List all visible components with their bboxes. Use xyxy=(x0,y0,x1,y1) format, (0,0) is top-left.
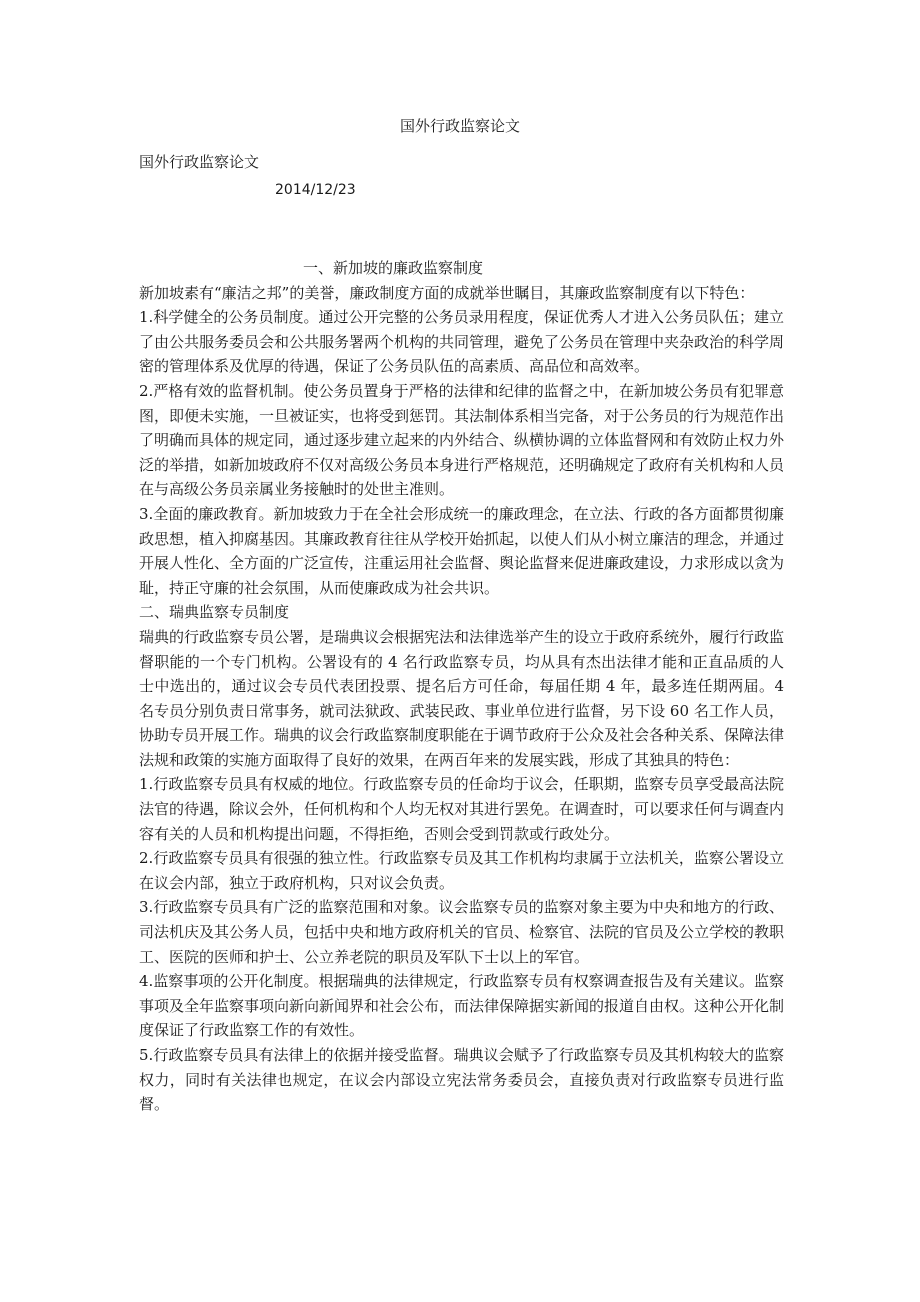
document-title: 国外行政监察论文 xyxy=(399,117,520,135)
paragraph-singapore-3: 3.全面的廉政教育。新加坡致力于在全社会形成统一的廉政理念，在立法、行政的各方面都贯彻廉政思想，植入抑腐基因。其廉政教育往往从学校开始抓起，以使人们从小树立廉洁的理念，并通过开展人性化、全方面的广泛宣传，注重运用社会监督、舆论监督来促进廉政建设，力求形成以贪为耻，持正守廉的社会氛围，从而使廉政成为社会共识。 xyxy=(139,504,785,597)
paragraph-sweden-1: 1.行政监察专员具有权威的地位。行政监察专员的任命均于议会，任职期，监察专员享受最高法院法官的待遇，除议会外，任何机构和个人均无权对其进行罢免。在调查时，可以要求任何与调查内容有关的人员和机构提出问题，不得拒绝，否则会受到罚款或行政处分。 xyxy=(139,775,785,843)
paragraph-sweden-3: 3.行政监察专员具有广泛的监察范围和对象。议会监察专员的监察对象主要为中央和地方的行政、司法机庆及其公务人员，包括中央和地方政府机关的官员、检察官、法院的官员及公立学校的教职工、医院的医师和护士、公立养老院的职员及军队下士以上的军官。 xyxy=(139,898,785,966)
document-date: 2014/12/23 xyxy=(275,182,356,198)
section-intro-singapore: 新加坡素有“廉洁之邦”的美誉，廉政制度方面的成就举世瞩目，其廉政监察制度有以下特色： xyxy=(139,283,755,302)
document-body xyxy=(139,256,784,1117)
paragraph-singapore-2: 2.严格有效的监督机制。使公务员置身于严格的法律和纪律的监督之中，在新加坡公务员有犯罪意图，即便未实施，一旦被证实，也将受到惩罚。其法制体系相当完备，对于公务员的行为规范作出了明确而具体的规定同，通过逐步建立起来的内外结合、纵横协调的立体监督网和有效防止权力外泛的举措，如新加坡政府不仅对高级公务员本身进行严格规范，还明确规定了政府有关机构和人员在与高级公务员亲属业务接触时的处世主准则。 xyxy=(139,381,785,499)
section-heading-sweden: 二、瑞典监察专员制度 xyxy=(139,603,290,622)
paragraph-sweden-5: 5.行政监察专员具有法律上的依据并接受监督。瑞典议会赋予了行政监察专员及其机构较大的监察权力，同时有关法律也规定，在议会内部设立宪法常务委员会，直接负责对行政监察专员进行监督。 xyxy=(139,1046,784,1114)
paragraph-sweden-2: 2.行政监察专员具有很强的独立性。行政监察专员及其工作机构均隶属于立法机关，监察公署设立在议会内部，独立于政府机构，只对议会负责。 xyxy=(139,849,784,892)
paragraph-sweden-4: 4.监察事项的公开化制度。根据瑞典的法律规定，行政监察专员有权察调查报告及有关建议。监察事项及全年监察事项向新向新闻界和社会公布，而法律保障据实新闻的报道自由权。这种公开化制度保证了行政监察工作的有效性。 xyxy=(139,972,785,1040)
document-subtitle: 国外行政监察论文 xyxy=(139,153,260,171)
section-heading-singapore: 一、新加坡的廉政监察制度 xyxy=(303,259,484,277)
section-intro-sweden: 瑞典的行政监察专员公署，是瑞典议会根据宪法和法律选举产生的设立于政府系统外，履行行政监督职能的一个专门机构。公署设有的 4 名行政监察专员，均从具有杰出法律才能和正直品质的人士中选出的，通过议会专员代表团投票、提名后方可任命，每届任期 4 年，最多连任期两届。4 名专员分别负责日常事务，就司法狱政、武装民政、事业单位进行监督，另下设 60 名工作人员，协助专员开展工作。瑞典的议会行政监察制度职能在于调节政府于公众及社会各种关系、保障法律法规和政策的实施方面取得了良好的效果，在两百年来的发展实践，形成了其独具的特色： xyxy=(139,627,785,769)
paragraph-singapore-1: 1.科学健全的公务员制度。通过公开完整的公务员录用程度，保证优秀人才进入公务员队伍；建立了由公共服务委员会和公共服务署两个机构的共同管理，避免了公务员在管理中夹杂政治的科学周密的管理体系及优厚的待遇，保证了公务员队伍的高素质、高品位和高效率。 xyxy=(139,308,785,376)
